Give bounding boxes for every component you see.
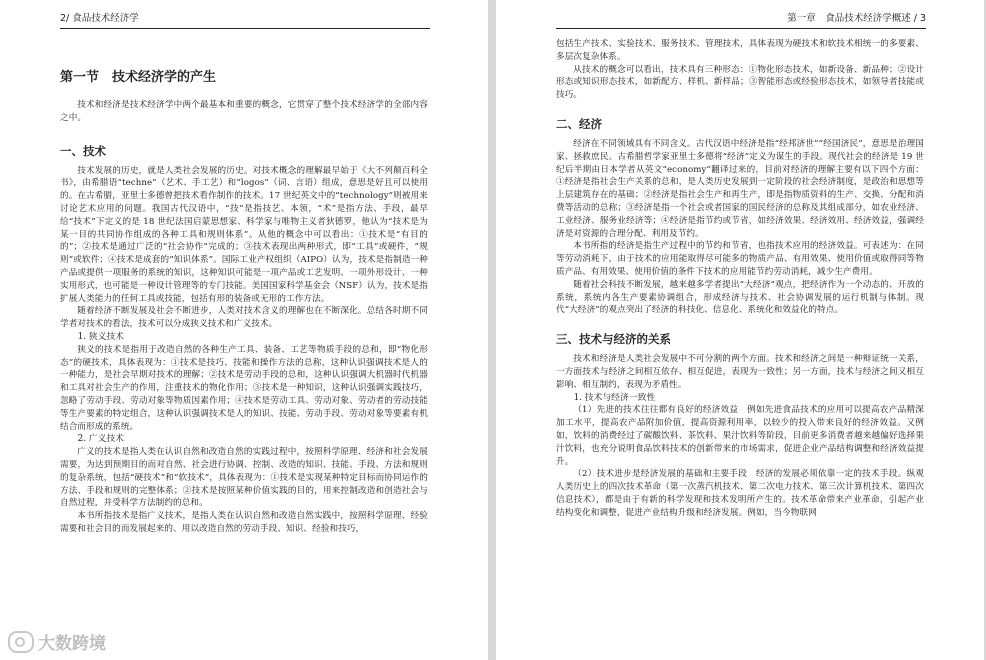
paragraph: 狭义的技术是指用于改造自然的各种生产工具、装备、工艺等物质手段的总和，即“物化形态”的硬技术，具体表现为：①技术是技巧、技能和操作方法的总称，这种认识强调技术是人的一种能力，是社会早期对技术的理解；②技术是劳动手段的总和，这种认识强调大机器时代机器和工具对社会生产的作用，注重技术的物化作用；③技术是一种知识，这种认识强调实践技巧，忽略了劳动手段、劳动对象等物质因素作用；④技术是劳动工具、劳动对象、劳动者的劳动技能等生产要素的特定组合，这种认识强调技术是人的知识、技能、劳动手段、劳动对象等要素有机结合而形成的系统。 (60, 344, 428, 432)
paragraph: 本书所指的经济是指生产过程中的节约和节省，也指技术应用的经济效益。可表述为：在同等劳动消耗下，由于技术的应用能取得尽可能多的物质产品、有用效果、使用价值或取得同等物质产品、有用效果、使用价值的条件下技术的应用能节约劳动消耗，减少生产费用。 (556, 241, 924, 277)
left-page (0, 0, 488, 660)
right-header-text: 第一章 食品技术经济学概述 / 3 (787, 13, 926, 24)
paragraph: 经济在不同领域具有不同含义。古代汉语中经济是指“经邦济世”“经国济民”，意思是治理国家、拯救庶民。古希腊哲学家亚里士多德将“经济”定义为谋生的手段。现代社会的经济是 19 世纪后半期由日本学者从英文“economy”翻译过来的，目前对经济的理解主要有以下四个方面：①经济是指社会生产关系的总和，是人类历史发展到一定阶段的社会经济制度，是政治和思想等上层建筑存在的基础；②经济是指社会生产和再生产，即是指物质资料的生产、交换、分配和消费等活动的总称；③经济是指一个社会或者国家的国民经济的总称及其组成部分，如农业经济、工业经济、服务业经济等；④经济是指节约或节省，如经济效果、经济效用、经济效益，强调经济是对资源的合理分配、利用及节约。 (556, 138, 924, 239)
paragraph: 从技术的概念可以看出，技术具有三种形态：①物化形态技术，如新设备、新品种；②设计形态或知识形态技术，如新配方、样机、新样品；③智能形态或经验形态技术，如领导者技能或技巧。 (556, 64, 924, 101)
intro-paragraph: 技术和经济是技术经济学中两个最基本和重要的概念，它贯穿了整个技术经济学的全部内容之中。 (60, 100, 428, 123)
subheading-broad-technology: 2. 广义技术 (77, 434, 124, 445)
paragraph: （2）技术进步是经济发展的基础和主要手段 经济的发展必须依靠一定的技术手段。纵观人类历史上的四次技术革命（第一次蒸汽机技术、第二次电力技术、第三次计算机技术、第四次信息技术），都是由于有新的科学发现和技术发明所产生的。技术革命带来产业革命，引起产业结构变化和调整，促进产业结构升级和经济发展。例如，当今物联网 (556, 469, 924, 518)
subheading-consistency: 1. 技术与经济一致性 (573, 392, 656, 403)
paragraph: 广义的技术是指人类在认识自然和改造自然的实践过程中，按照科学原理、经济和社会发展需要，为达到预期目的而对自然、社会进行协调、控制、改造的知识、技能、手段、方法和规则的复杂系统，包括“硬技术”和“软技术”，具体表现为：①技术是实现某种特定目标而协同运作的方法、手段和规则的完整体系；②技术是按照某种价值实践的目的，用来控制改造和创造社会与自然过程，并受科学方法制约的总和。 (60, 447, 428, 509)
heading-tech-econ-relation: 三、技术与经济的关系 (556, 332, 671, 347)
right-page (496, 0, 984, 660)
left-running-header (60, 12, 430, 29)
right-page-body (556, 38, 924, 520)
paragraph: （1）先进的技术往往都有良好的经济效益 例如先进食品技术的应用可以提高农产品精深加工水平，提高农产品附加价值，提高资源利用率，以较少的投入带来良好的经济效益。又例如，饮料的消费经过了碳酸饮料、茶饮料、果汁饮料等阶段，目前更多消费者越来越偏好选择果汁饮料，也充分说明食品饮料技术的创新带来的市场需求，促进企业产品结构调整和经济效益提升。 (556, 405, 924, 467)
watermark-logo-icon (8, 631, 34, 653)
subheading-narrow-technology: 1. 狭义技术 (77, 331, 124, 342)
section-title: 第一节 技术经济学的产生 (60, 70, 217, 85)
paragraph: 随着经济不断发展及社会不断进步，人类对技术含义的理解也在不断深化。总结各时期不同学者对技术的看法，技术可以分成狭义技术和广义技术。 (60, 306, 428, 330)
paragraph: 技术发展的历史，就是人类社会发展的历史。对技术概念的理解最早始于《大不列颠百科全书》，由希腊语“techne”（艺术、手工艺）和“logos”（词、言语）组成，意思是好且可以使用的。在古希腊，亚里士多德曾把技术看作制作的技术。17 世纪英文中的“technology”则被用来讨论艺术应用的问题。我国古代汉语中，“技”是指技艺、本领，“术”是指方法、手段，最早给“技术”下定义的是 18 世纪法国启蒙思想家、科学家与唯物主义者狄德罗，他认为“技术是为某一目的共同协作组成的各种工具和规则体系”。从他的概念中可以看出：①技术是“有目的的”；②技术是通过广泛的“社会协作”完成的；③技术表现出两种形式，即“工具”或硬件，“规则”或软件；④技术是成套的“知识体系”。国际工业产权组织（AIPO）认为，技术是指制造一种产品或提供一项服务的系统的知识，这种知识可能是一项产品或工艺发明、一项外形设计、一种实用形式，也可能是一种设计管理等的专门技能。美国国家科学基金会（NSF）认为，技术是指扩展人类能力的任何工具或技能，包括有形的装备或无形的工作方法。 (60, 165, 428, 304)
heading-economy: 二、经济 (556, 116, 602, 131)
left-page-body (60, 38, 428, 536)
paragraph: 技术和经济是人类社会发展中不可分割的两个方面。技术和经济之间是一种辩证统一关系，一方面技术与经济之间相互依存、相互促进，表现为一致性；另一方面，技术与经济之间又相互影响、相互制约，表现为矛盾性。 (556, 354, 924, 390)
paragraph: 本书所指技术是指广义技术，是指人类在认识自然和改造自然实践中，按照科学原理、经验需要和社会目的而发展起来的、用以改造自然的劳动手段、知识、经验和技巧， (60, 511, 428, 534)
heading-technology: 一、技术 (60, 143, 106, 158)
paragraph: 随着社会科技不断发展，越来越多学者提出“大经济”观点，把经济作为一个动态的、开放的系统，系统内各生产要素协调组合，形成经济与技术、社会协调发展的运行机制与体制。现代“大经济”的观点突出了经济的科技化、信息化、系统化和效益化的特点。 (556, 279, 924, 316)
right-running-header (556, 12, 926, 29)
left-header-text: 2/ 食品技术经济学 (60, 13, 139, 24)
watermark-text: 大数跨境 (38, 634, 106, 654)
paragraph-continued: 包括生产技术、实验技术、服务技术、管理技术，具体表现为硬技术和软技术相统一的多要素、多层次复杂体系。 (556, 39, 924, 62)
watermark (8, 629, 106, 654)
